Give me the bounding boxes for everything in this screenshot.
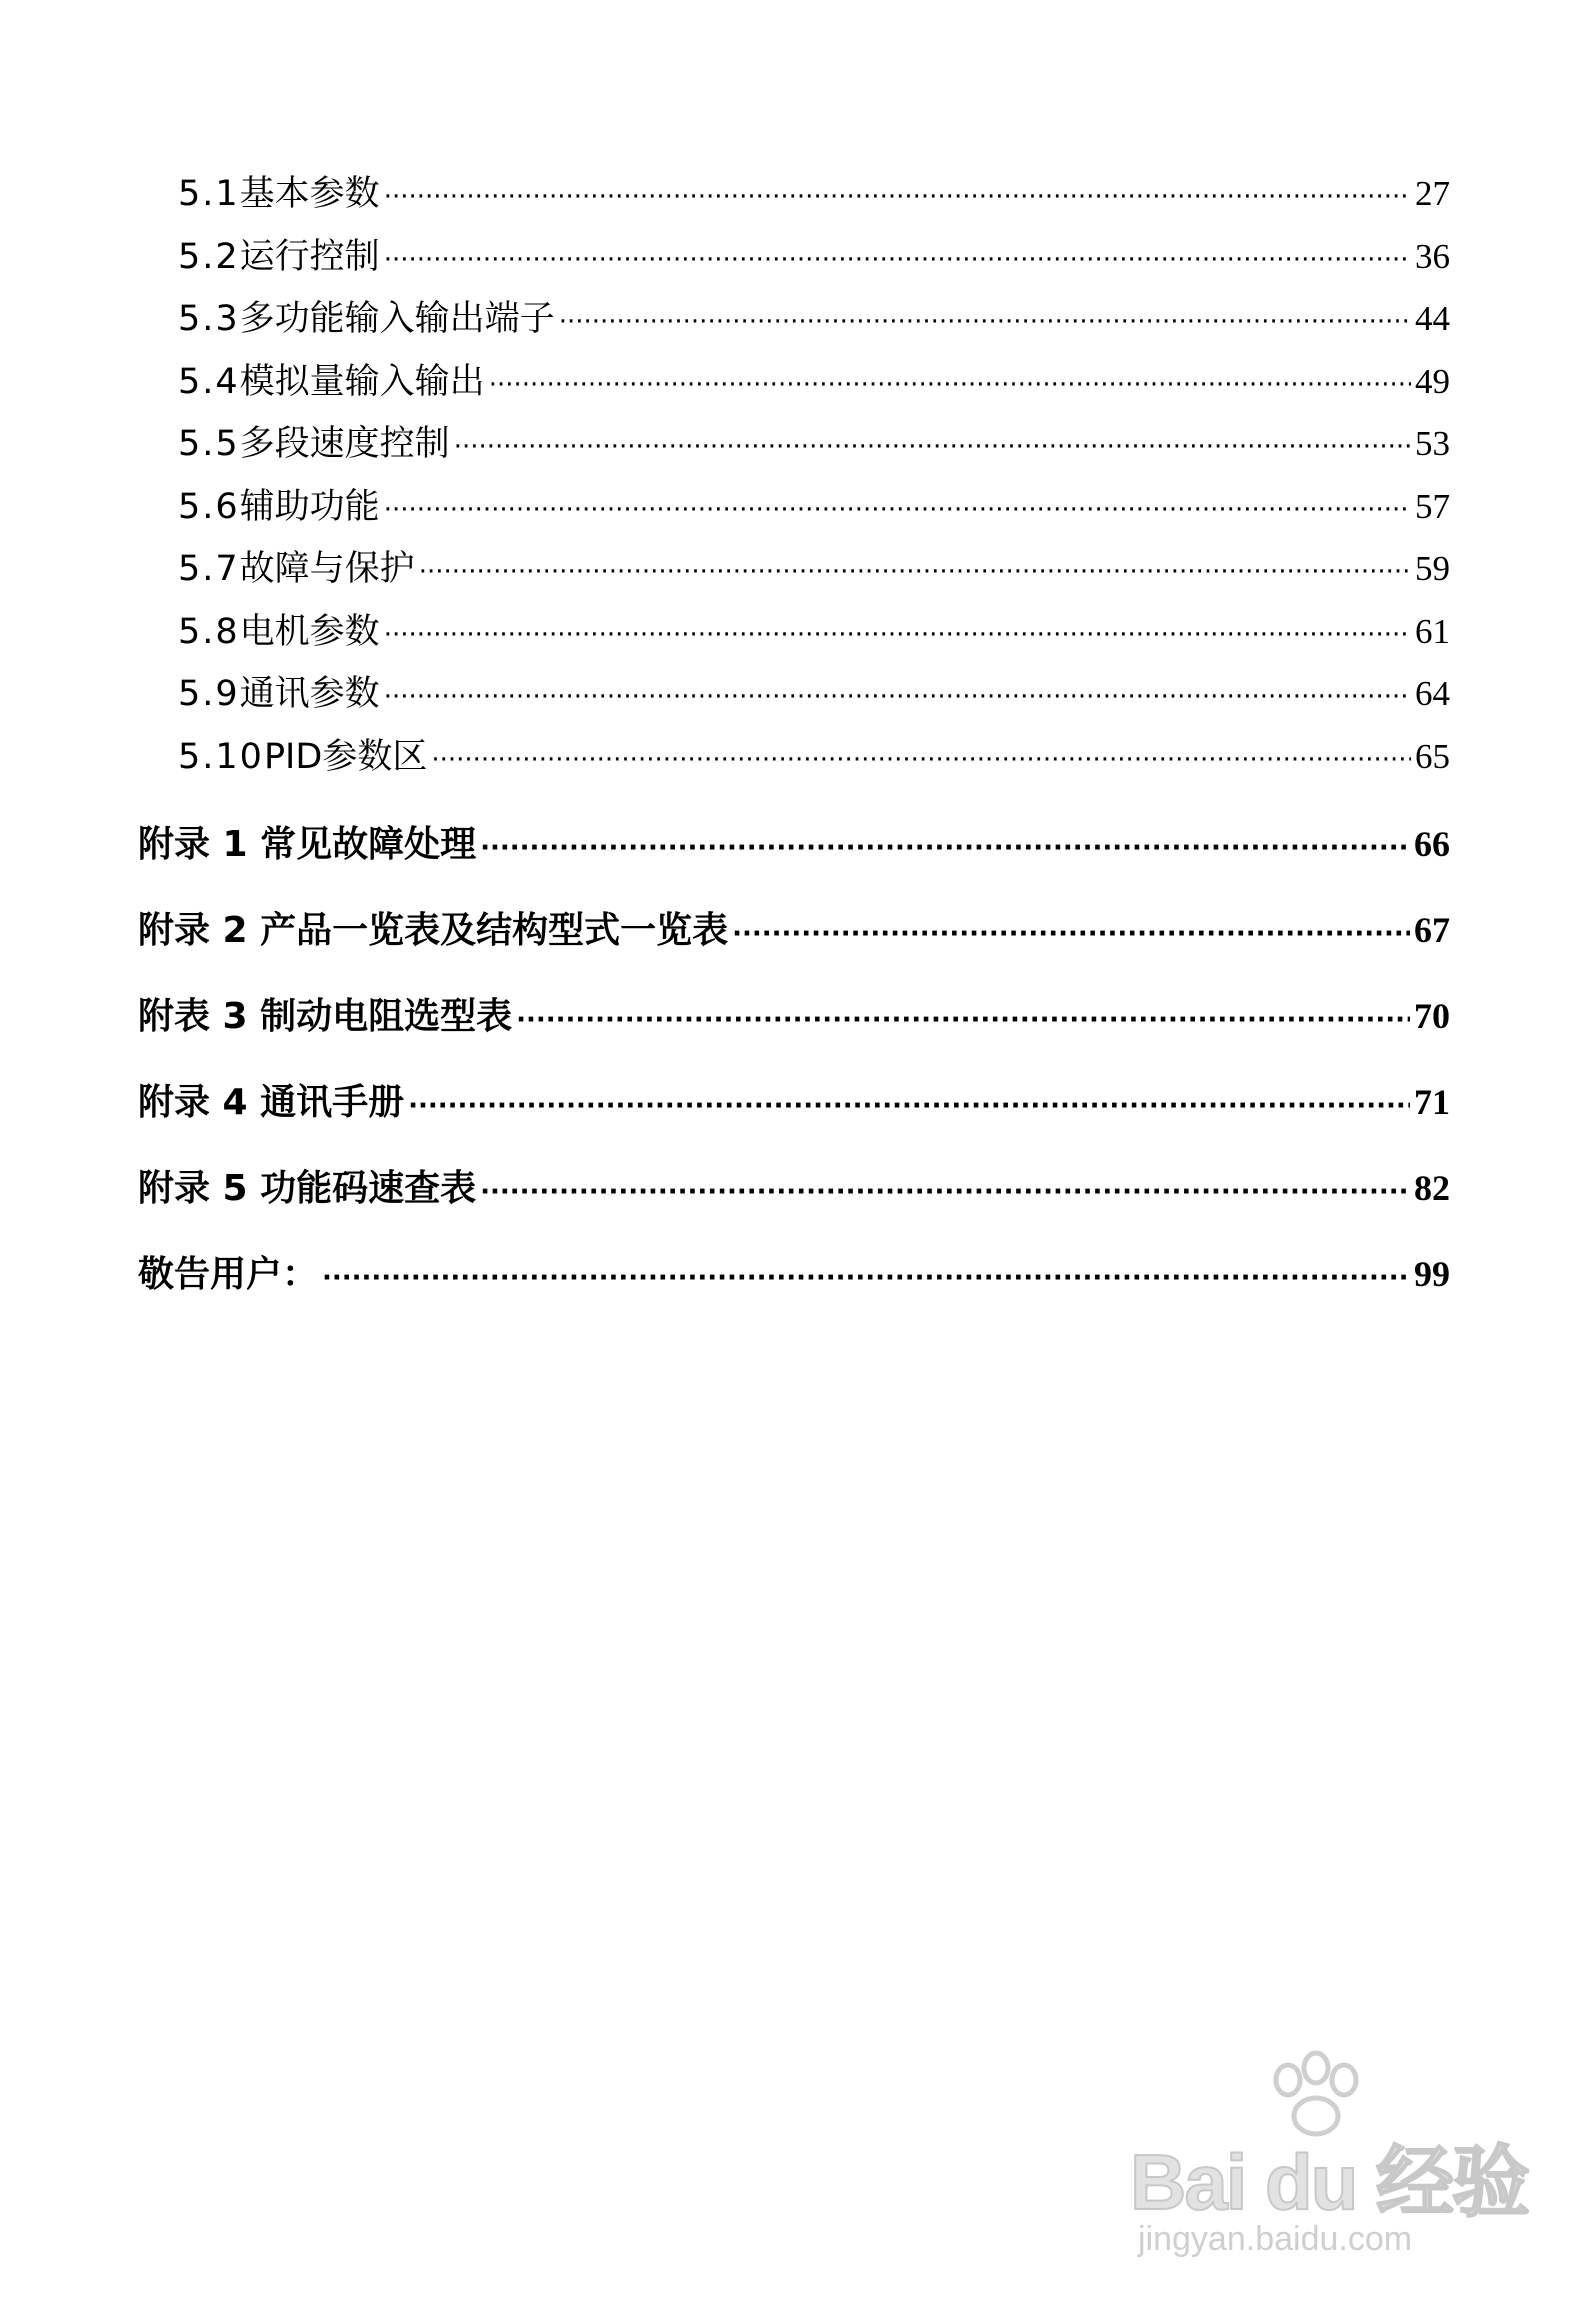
dot-leader: [408, 1091, 1410, 1121]
toc-entry-title: 故障与保护: [239, 549, 415, 589]
toc-entry-page: 53: [1415, 424, 1450, 463]
dot-leader: [384, 182, 1411, 212]
toc-entry-title: 敬告用户：: [138, 1254, 319, 1295]
toc-entry-page: 59: [1415, 549, 1450, 588]
dot-leader: [384, 245, 1411, 275]
dot-leader: [732, 919, 1410, 949]
toc-entry-title: 附录 1 常见故障处理: [138, 824, 477, 865]
toc-entry-5-7[interactable]: [178, 541, 1450, 591]
toc-entry-page: 27: [1415, 174, 1450, 213]
toc-entry-title: PID参数区: [263, 737, 428, 777]
toc-entry-5-2[interactable]: [178, 229, 1450, 279]
dot-leader: [384, 682, 1411, 712]
baidu-jingyan-watermark: [1130, 2050, 1530, 2260]
dot-leader: [480, 1177, 1410, 1207]
watermark-url: jingyan.baidu.com: [1138, 2220, 1413, 2258]
toc-entry-number: 5.8: [178, 612, 240, 652]
toc-entry-page: 70: [1414, 996, 1450, 1036]
toc-entry-appendix-4[interactable]: [138, 1074, 1450, 1125]
dot-leader: [384, 495, 1411, 525]
toc-entry-5-9[interactable]: [178, 666, 1450, 716]
dot-leader: [431, 745, 1411, 775]
toc-entry-number: 5.3: [178, 299, 240, 339]
dot-leader: [384, 620, 1411, 650]
dot-leader: [489, 370, 1411, 400]
toc-entry-5-4[interactable]: [178, 354, 1450, 404]
toc-entry-title: 基本参数: [239, 174, 380, 214]
toc-entry-page: 66: [1414, 824, 1450, 864]
toc-entry-number: 5.9: [178, 674, 240, 714]
toc-entry-appendix-2[interactable]: [138, 902, 1450, 953]
toc-entry-appendix-3[interactable]: [138, 988, 1450, 1039]
toc-entry-title: 运行控制: [239, 237, 380, 277]
toc-entry-page: 36: [1415, 237, 1450, 276]
toc-entry-title: 附录 2 产品一览表及结构型式一览表: [138, 910, 729, 951]
toc-entry-title: 模拟量输入输出: [239, 362, 485, 402]
toc-entry-title: 通讯参数: [239, 674, 380, 714]
toc-entry-page: 99: [1414, 1254, 1450, 1294]
toc-entry-title: 辅助功能: [239, 487, 380, 527]
toc-entry-number: 5.4: [178, 362, 240, 402]
dot-leader: [480, 833, 1410, 863]
toc-entry-title: 附表 3 制动电阻选型表: [138, 996, 513, 1037]
toc-entry-title: 多功能输入输出端子: [239, 299, 555, 339]
toc-entry-title: 多段速度控制: [239, 424, 450, 464]
dot-leader: [516, 1005, 1410, 1035]
toc-entry-page: 44: [1415, 299, 1450, 338]
toc-entry-page: 61: [1415, 612, 1450, 651]
toc-entry-appendix-1[interactable]: [138, 816, 1450, 867]
dot-leader: [454, 432, 1411, 462]
toc-entry-5-8[interactable]: [178, 604, 1450, 654]
toc-entry-title: 电机参数: [239, 612, 380, 652]
toc-entry-5-10[interactable]: [178, 729, 1450, 779]
toc-entry-page: 67: [1414, 910, 1450, 950]
dot-leader: [419, 557, 1411, 587]
toc-entry-5-3[interactable]: [178, 291, 1450, 341]
dot-leader: [559, 307, 1411, 337]
toc-entry-page: 64: [1415, 674, 1450, 713]
toc-entry-number: 5.5: [178, 424, 240, 464]
dot-leader: [322, 1263, 1410, 1293]
toc-entry-page: 71: [1414, 1082, 1450, 1122]
toc-entry-5-1[interactable]: [178, 166, 1450, 216]
toc-entry-5-6[interactable]: [178, 479, 1450, 529]
toc-entry-title: 附录 5 功能码速查表: [138, 1168, 477, 1209]
toc-entry-page: 49: [1415, 362, 1450, 401]
toc-entry-5-5[interactable]: [178, 416, 1450, 466]
watermark-brand: Bai du 经验: [1130, 2138, 1529, 2226]
toc-entry-page: 65: [1415, 737, 1450, 776]
toc-entry-number: 5.7: [178, 549, 240, 589]
toc-entry-number: 5.2: [178, 237, 240, 277]
toc-entry-page: 82: [1414, 1168, 1450, 1208]
toc-entry-number: 5.1: [178, 174, 240, 214]
toc-entry-user-notice[interactable]: [138, 1246, 1450, 1297]
toc-entry-page: 57: [1415, 487, 1450, 526]
toc-entry-title: 附录 4 通讯手册: [138, 1082, 405, 1123]
toc-entry-appendix-5[interactable]: [138, 1160, 1450, 1211]
toc-entry-number: 5.6: [178, 487, 240, 527]
toc-entry-number: 5.10: [178, 737, 264, 777]
